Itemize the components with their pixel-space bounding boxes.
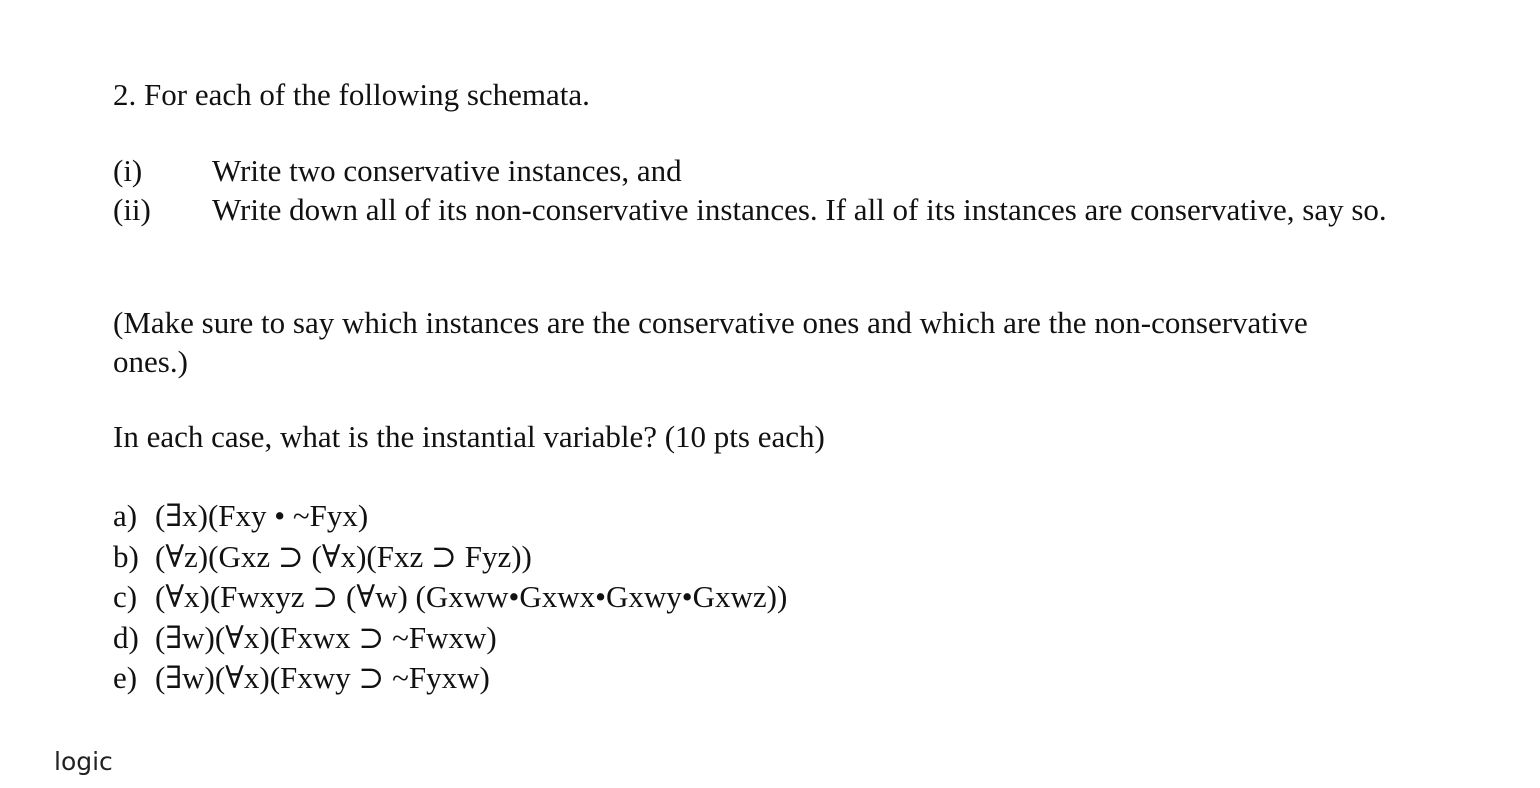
- formula-expression: (∀z)(Gxz ⊃ (∀x)(Fxz ⊃ Fyz)): [155, 538, 532, 574]
- formula-label: d): [113, 619, 139, 655]
- sub-item-text: Write two conservative instances, and: [212, 153, 682, 188]
- formula-list: [113, 496, 787, 699]
- sub-item-number: (i): [113, 153, 143, 188]
- instruction-note: (Make sure to say which instances are the conservative ones and which are the non-conservative ones.): [113, 305, 1308, 379]
- formula-label: c): [113, 579, 138, 614]
- question-heading: 2. For each of the following schemata.: [113, 77, 590, 112]
- formula-label: a): [113, 498, 138, 533]
- sub-item-number: (ii): [113, 192, 151, 227]
- formula-expression: (∃w)(∀x)(Fxwy ⊃ ~Fyxw): [155, 660, 490, 695]
- formula-item-c: [113, 577, 787, 618]
- instantial-variable-question: In each case, what is the instantial variable? (10 pts each): [113, 419, 825, 454]
- formula-item-b: [113, 537, 787, 578]
- formula-item-a: [113, 496, 787, 537]
- formula-expression: (∃w)(∀x)(Fxwx ⊃ ~Fwxw): [155, 619, 497, 655]
- formula-label: b): [113, 538, 139, 574]
- formula-label: e): [113, 660, 138, 695]
- formula-expression: (∃x)(Fxy • ~Fyx): [155, 498, 369, 533]
- sub-item-text: Write down all of its non-conservative instances. If all of its instances are conservative, say so.: [212, 192, 1387, 227]
- formula-item-e: [113, 658, 787, 699]
- footer-label: logic: [54, 747, 113, 776]
- formula-expression: (∀x)(Fwxyz ⊃ (∀w) (Gxww•Gxwx•Gxwy•Gxwz)): [155, 579, 788, 614]
- formula-item-d: [113, 618, 787, 659]
